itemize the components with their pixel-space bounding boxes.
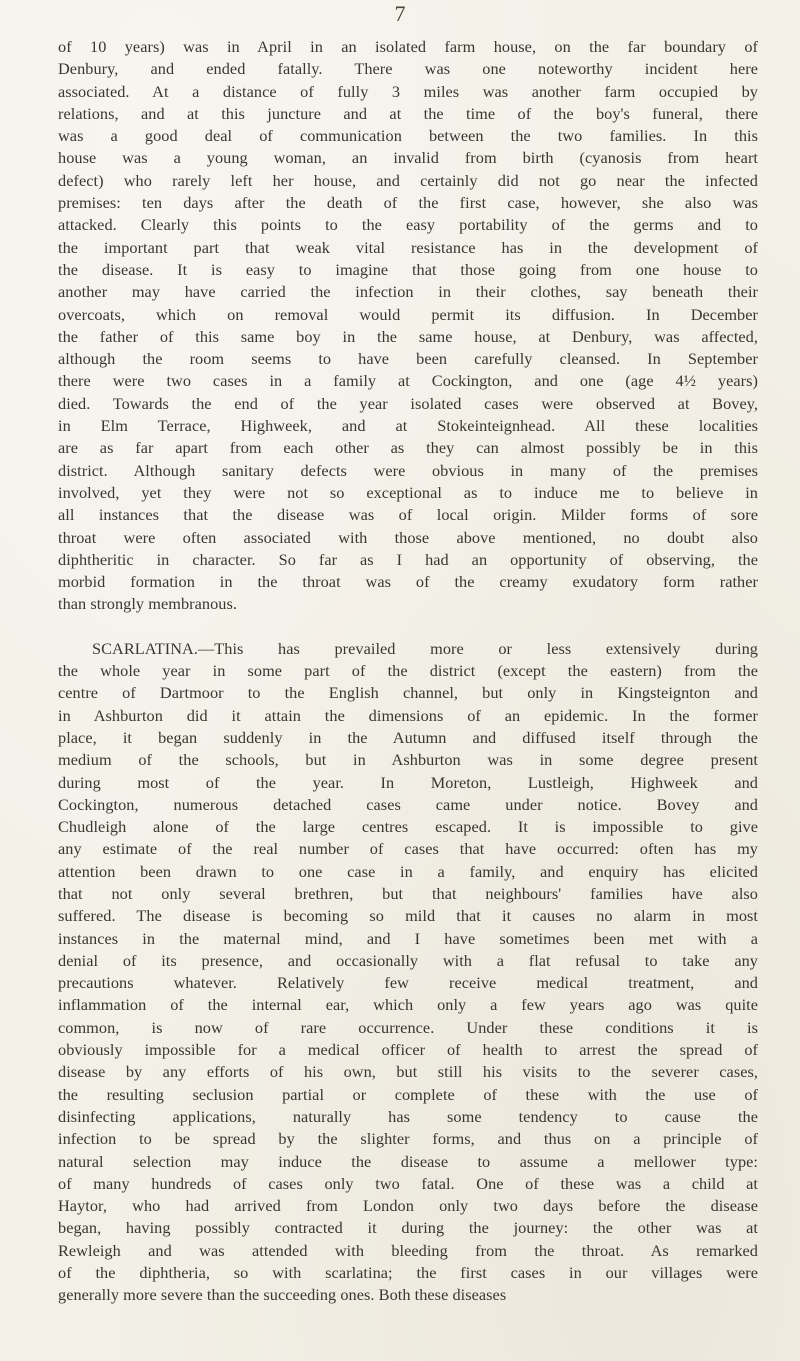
text-line: morbid formation in the throat was of the creamy exudatory form rather [58, 572, 758, 592]
text-line: died. Towards the end of the year isolated cases were observed at Bovey, [58, 393, 758, 413]
text-line: are as far apart from each other as they can almost possibly be in this [58, 438, 758, 458]
text-line: denial of its presence, and occasionally with a flat refusal to take any [58, 950, 758, 970]
text-line: throat were often associated with those above mentioned, no doubt also [58, 527, 758, 547]
text-line: infection to be spread by the slighter forms, and thus on a principle of [58, 1129, 758, 1149]
text-line: Cockington, numerous detached cases came under notice. Bovey and [58, 794, 758, 814]
text-line: Haytor, who had arrived from London only two days before the disease [58, 1196, 758, 1216]
text-line: premises: ten days after the death of the first case, however, she also was [58, 193, 758, 213]
text-line: suffered. The disease is becoming so mild that it causes no alarm in most [58, 906, 758, 926]
text-line: another may have carried the infection in their clothes, say beneath their [58, 282, 758, 302]
text-line: Chudleigh alone of the large centres escaped. It is impossible to give [58, 817, 758, 837]
text-line: SCARLATINA.—This has prevailed more or less extensively during [92, 638, 758, 658]
body-text [58, 36, 758, 1307]
text-line: began, having possibly contracted it during the journey: the other was at [58, 1218, 758, 1238]
text-line: the important part that weak vital resistance has in the development of [58, 237, 758, 257]
text-line: disease by any efforts of his own, but still his visits to the severer cases, [58, 1062, 758, 1082]
text-line: medium of the schools, but in Ashburton was in some degree present [58, 750, 758, 770]
text-line: during most of the year. In Moreton, Lustleigh, Highweek and [58, 772, 758, 792]
text-line: in Elm Terrace, Highweek, and at Stokeinteignhead. All these localities [58, 416, 758, 436]
text-line: the father of this same boy in the same house, at Denbury, was affected, [58, 326, 758, 346]
text-line: relations, and at this juncture and at the time of the boy's funeral, there [58, 103, 758, 123]
text-line: district. Although sanitary defects were obvious in many of the premises [58, 460, 758, 480]
text-line: all instances that the disease was of local origin. Milder forms of sore [58, 505, 758, 525]
text-line: the disease. It is easy to imagine that those going from one house to [58, 259, 758, 279]
text-line: of many hundreds of cases only two fatal. One of these was a child at [58, 1173, 758, 1193]
text-line: Rewleigh and was attended with bleeding from the throat. As remarked [58, 1240, 758, 1260]
text-line: attention been drawn to one case in a family, and enquiry has elicited [58, 861, 758, 881]
paragraph-gap [58, 616, 758, 638]
paragraph-scarlatina [58, 638, 758, 1307]
text-line: precautions whatever. Relatively few receive medical treatment, and [58, 973, 758, 993]
paragraph-diphtheria [58, 36, 758, 616]
text-line: centre of Dartmoor to the English channel, but only in Kingsteignton and [58, 683, 758, 703]
text-line: of 10 years) was in April in an isolated farm house, on the far boundary of [58, 37, 758, 56]
text-line: defect) who rarely left her house, and certainly did not go near the infected [58, 170, 758, 190]
text-line: place, it began suddenly in the Autumn and diffused itself through the [58, 727, 758, 747]
text-line: the whole year in some part of the district (except the eastern) from the [58, 661, 758, 681]
text-line: although the room seems to have been carefully cleansed. In September [58, 349, 758, 369]
text-line: associated. At a distance of fully 3 miles was another farm occupied by [58, 81, 758, 101]
text-line: was a good deal of communication between the two families. In this [58, 126, 758, 146]
text-line: obviously impossible for a medical officer of health to arrest the spread of [58, 1040, 758, 1060]
text-line: diphtheritic in character. So far as I had an opportunity of observing, the [58, 549, 758, 569]
text-line: house was a young woman, an invalid from birth (cyanosis from heart [58, 148, 758, 168]
text-line: involved, yet they were not so exceptional as to induce me to believe in [58, 482, 758, 502]
text-line: common, is now of rare occurrence. Under these conditions it is [58, 1017, 758, 1037]
text-line: any estimate of the real number of cases that have occurred: often has my [58, 839, 758, 859]
text-line: the resulting seclusion partial or complete of these with the use of [58, 1084, 758, 1104]
text-line: disinfecting applications, naturally has some tendency to cause the [58, 1106, 758, 1126]
text-line: there were two cases in a family at Cockington, and one (age 4½ years) [58, 371, 758, 391]
text-line: inflammation of the internal ear, which only a few years ago was quite [58, 995, 758, 1015]
text-line: generally more severe than the succeeding ones. Both these diseases [58, 1285, 507, 1305]
text-line: than strongly membranous. [58, 594, 237, 614]
text-line: natural selection may induce the disease to assume a mellower type: [58, 1151, 758, 1171]
text-line: instances in the maternal mind, and I have sometimes been met with a [58, 928, 758, 948]
page-number: 7 [394, 1, 406, 26]
text-line: that not only several brethren, but that neighbours' families have also [58, 883, 758, 903]
text-line: attacked. Clearly this points to the easy portability of the germs and to [58, 215, 758, 235]
text-line: of the diphtheria, so with scarlatina; the first cases in our villages were [58, 1263, 758, 1283]
text-line: Denbury, and ended fatally. There was one noteworthy incident here [58, 59, 758, 79]
text-line: in Ashburton did it attain the dimensions of an epidemic. In the former [58, 705, 758, 725]
text-line: overcoats, which on removal would permit its diffusion. In December [58, 304, 758, 324]
